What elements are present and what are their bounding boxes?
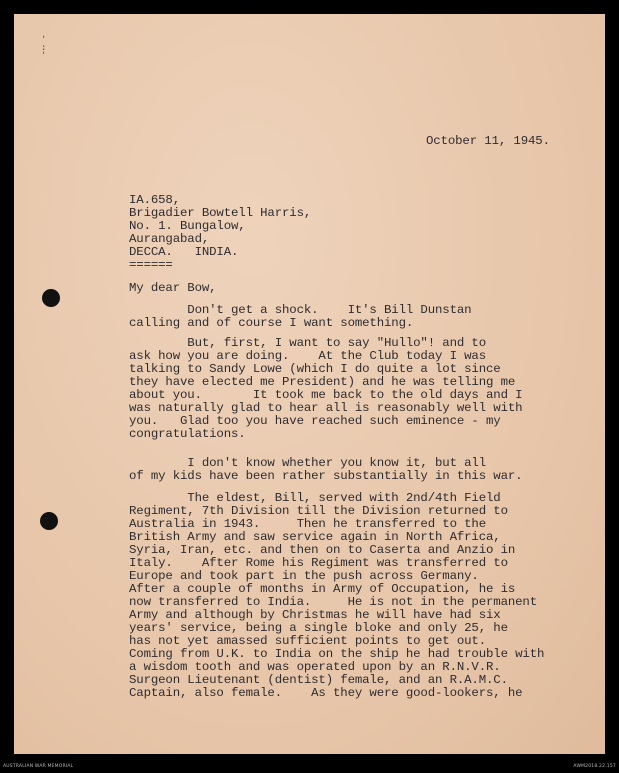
punch-hole-top bbox=[42, 289, 60, 307]
paragraph-2-line: talking to Sandy Lowe (which I do quite a lot since bbox=[129, 362, 501, 376]
paragraph-4-line: Surgeon Lieutenant (dentist) female, and an R.A.M.C. bbox=[129, 673, 508, 687]
address-line: Brigadier Bowtell Harris, bbox=[129, 206, 312, 220]
paragraph-2-line: congratulations. bbox=[129, 427, 246, 441]
address-line: Aurangabad, bbox=[129, 232, 210, 246]
paragraph-4-line: The eldest, Bill, served with 2nd/4th Field bbox=[129, 491, 501, 505]
margin-mark: ' : ' bbox=[41, 35, 47, 61]
paragraph-2-line: they have elected me President) and he was telling me bbox=[129, 375, 516, 389]
paragraph-2-line: about you. It took me back to the old days and I bbox=[129, 388, 523, 402]
paragraph-4-line: Australia in 1943. Then he transferred to the bbox=[129, 517, 486, 531]
paragraph-4-line: Captain, also female. As they were good-lookers, he bbox=[129, 686, 523, 700]
paragraph-2-line: was naturally glad to hear all is reasonably well with bbox=[129, 401, 523, 415]
address-line: IA.658, bbox=[129, 193, 180, 207]
paragraph-4-line: years' service, being a single bloke and only 25, he bbox=[129, 621, 508, 635]
recipient-address bbox=[129, 194, 311, 272]
paragraph-1 bbox=[129, 304, 471, 330]
paragraph-4-line: Regiment, 7th Division till the Division returned to bbox=[129, 504, 508, 518]
paragraph-4-line: British Army and saw service again in North Africa, bbox=[129, 530, 501, 544]
paragraph-2-line: ask how you are doing. At the Club today I was bbox=[129, 349, 486, 363]
paragraph-3-line: I don't know whether you know it, but all bbox=[129, 456, 486, 470]
punch-hole-bottom bbox=[40, 512, 58, 530]
paragraph-3 bbox=[129, 457, 522, 483]
paragraph-1-line: calling and of course I want something. bbox=[129, 316, 414, 330]
paragraph-4-line: After a couple of months in Army of Occupation, he is bbox=[129, 582, 516, 596]
footer-right: AWM2018.22.157 bbox=[573, 764, 616, 769]
paragraph-4-line: Coming from U.K. to India on the ship he had trouble with bbox=[129, 647, 545, 661]
address-line: DECCA. INDIA. bbox=[129, 245, 239, 259]
letter-date: October 11, 1945. bbox=[426, 134, 550, 148]
salutation: My dear Bow, bbox=[129, 281, 217, 295]
paragraph-2-line: you. Glad too you have reached such eminence - my bbox=[129, 414, 501, 428]
paragraph-4-line: now transferred to India. He is not in the permanent bbox=[129, 595, 537, 609]
paragraph-3-line: of my kids have been rather substantially in this war. bbox=[129, 469, 523, 483]
paragraph-4-line: Italy. After Rome his Regiment was transferred to bbox=[129, 556, 508, 570]
paragraph-4-line: Europe and took part in the push across Germany. bbox=[129, 569, 479, 583]
paragraph-4-line: Army and although by Christmas he will have had six bbox=[129, 608, 501, 622]
paragraph-2-line: But, first, I want to say "Hullo"! and to bbox=[129, 336, 486, 350]
paragraph-4 bbox=[129, 492, 544, 700]
address-line: No. 1. Bungalow, bbox=[129, 219, 246, 233]
address-line: ====== bbox=[129, 258, 173, 272]
footer-left: AUSTRALIAN WAR MEMORIAL bbox=[3, 764, 74, 769]
paragraph-4-line: a wisdom tooth and was operated upon by an R.N.V.R. bbox=[129, 660, 501, 674]
paragraph-2 bbox=[129, 337, 522, 441]
paragraph-4-line: Syria, Iran, etc. and then on to Caserta and Anzio in bbox=[129, 543, 516, 557]
paragraph-4-line: has not yet amassed sufficient points to get out. bbox=[129, 634, 486, 648]
paragraph-1-line: Don't get a shock. It's Bill Dunstan bbox=[129, 303, 472, 317]
letter-page bbox=[14, 14, 605, 754]
